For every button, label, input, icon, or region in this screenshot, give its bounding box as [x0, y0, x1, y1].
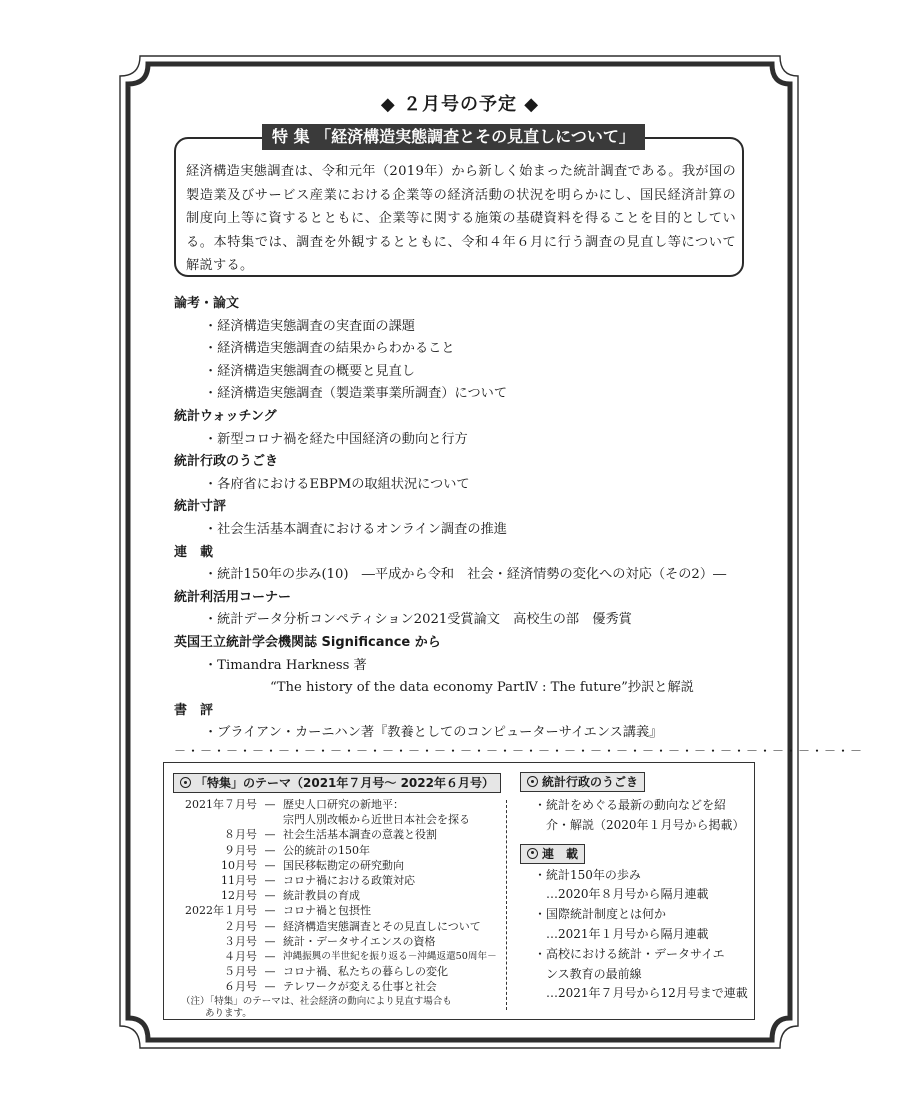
theme-row: ６月号 — テレワークが変える仕事と社会 — [224, 980, 437, 994]
theme-row: 11月号 — コロナ禍における政策対応 — [221, 874, 415, 888]
category-heading: 英国王立統計学会機関誌 Significance から — [174, 634, 441, 650]
serial-heading: 連 載 — [542, 846, 579, 861]
admin-bullet: ・統計をめぐる最新の動向などを紹 — [534, 798, 727, 812]
serial-heading-tag — [520, 844, 585, 864]
target-icon — [527, 776, 538, 787]
theme-row: ３月号 — 統計・データサイエンスの資格 — [224, 934, 436, 948]
admin-heading: 統計行政のうごき — [542, 775, 639, 789]
category-heading: 統計利活用コーナー — [174, 589, 292, 605]
theme-row: 12月号 — 統計教員の育成 — [221, 889, 360, 903]
theme-note: （注）「特集」のテーマは、社会経済の動向により見直す場合も あります。 — [181, 995, 452, 1019]
theme-row: ９月号 — 公的統計の150年 — [224, 843, 370, 857]
category-heading: 連 載 — [174, 544, 214, 560]
target-icon — [180, 777, 191, 788]
category-heading: 論考・論文 — [174, 296, 240, 311]
target-icon — [527, 848, 538, 859]
admin-heading-tag — [520, 772, 645, 792]
theme-list — [173, 797, 503, 995]
article-item: ・統計データ分析コンペティション2021受賞論文 高校生の部 優秀賞 — [204, 612, 632, 628]
article-item: ・経済構造実態調査の実査面の課題 — [204, 318, 415, 334]
serial-item: ・高校における統計・データサイエ — [534, 946, 725, 961]
serial-item: ・統計150年の歩み — [534, 867, 641, 882]
theme-row: ４月号 — 沖縄振興の半世紀を振り返る－沖縄返還50周年－ — [224, 950, 497, 964]
contents-list — [174, 293, 754, 745]
article-subtitle: “The history of the data economy PartⅣ : The future”抄訳と解説 — [270, 680, 694, 696]
theme-heading-tag — [173, 773, 501, 793]
serial-item: ・国際統計制度とは何か — [534, 907, 667, 922]
category-heading: 統計ウォッチング — [174, 408, 277, 424]
theme-row: 2021年７月号 — 歴史人口研究の新地平： — [185, 798, 404, 811]
category-heading: 統計行政のうごき — [174, 454, 279, 470]
admin-cont: 介・解説（2020年１月号から掲載） — [546, 817, 745, 832]
article-item: ・Timandra Harkness 著 — [204, 657, 367, 673]
serial-item-cont: ンス教育の最前線 — [546, 966, 642, 981]
theme-row: 2022年１月号 — コロナ禍と包摂性 — [185, 904, 371, 918]
theme-section — [173, 772, 503, 1020]
column-divider — [506, 800, 507, 1010]
category-heading: 統計寸評 — [174, 499, 227, 515]
theme-row: ８月号 — 社会生活基本調査の意義と役割 — [224, 828, 437, 842]
article-item: ・統計150年の歩み(10) ―平成から令和 社会・経済情勢の変化への対応（その2）― — [204, 567, 727, 583]
theme-row: ５月号 — コロナ禍、私たちの暮らしの変化 — [224, 965, 448, 979]
article-item: ・ブライアン・カーニハン著『教養としてのコンピューターサイエンス講義』 — [204, 725, 663, 741]
article-item: ・経済構造実態調査（製造業事業所調査）について — [204, 386, 508, 402]
article-item: ・新型コロナ禍を経た中国経済の動向と行方 — [204, 431, 468, 447]
theme-heading: 「特集」のテーマ（2021年７月号～ 2022年６月号） — [195, 776, 494, 790]
article-item: ・社会生活基本調査におけるオンライン調査の推進 — [204, 521, 507, 537]
right-info-column — [520, 772, 750, 1004]
feature-header: 特 集 「経済構造実態調査とその見直しについて」 — [262, 124, 645, 150]
theme-row: ２月号 — 経済構造実態調査とその見直しについて — [224, 919, 481, 933]
theme-row: 10月号 — 国民移転勘定の研究動向 — [221, 858, 404, 872]
article-item: ・経済構造実態調査の概要と見直し — [204, 363, 415, 379]
serial-item-period: …2021年１月号から隔月連載 — [546, 926, 709, 941]
issue-title: ◆ ２月号の予定 ◆ — [380, 94, 540, 115]
serial-item-period: …2020年８月号から隔月連載 — [546, 887, 709, 902]
category-heading: 書 評 — [174, 702, 214, 718]
dashed-separator: －・－・－・－・－・－・－・－・－・－・－・－・－・－・－・－・－・－・－・－・－・－・－・－・－・－・－ — [174, 744, 864, 758]
feature-description: 経済構造実態調査は、令和元年（2019年）から新しく始まった統計調査である。我が国の製造業及びサービス産業における企業等の経済活動の状況を明らかにし、国民経済計算の制度向上等に資するとともに、企業等に関する施策の基礎資料を得ることを目的としている。本特集では、調査を外観するとともに、令和４年６月に行う調査の見直し等について解説する。 — [186, 164, 736, 273]
article-item: ・各府省におけるEBPMの取組状況について — [204, 476, 470, 492]
article-item: ・経済構造実態調査の結果からわかること — [204, 341, 455, 357]
theme-row: 宗門人別改帳から近世日本社会を探る — [283, 813, 470, 827]
serial-item-period: …2021年７月号から12月号まで連載 — [546, 986, 748, 1001]
